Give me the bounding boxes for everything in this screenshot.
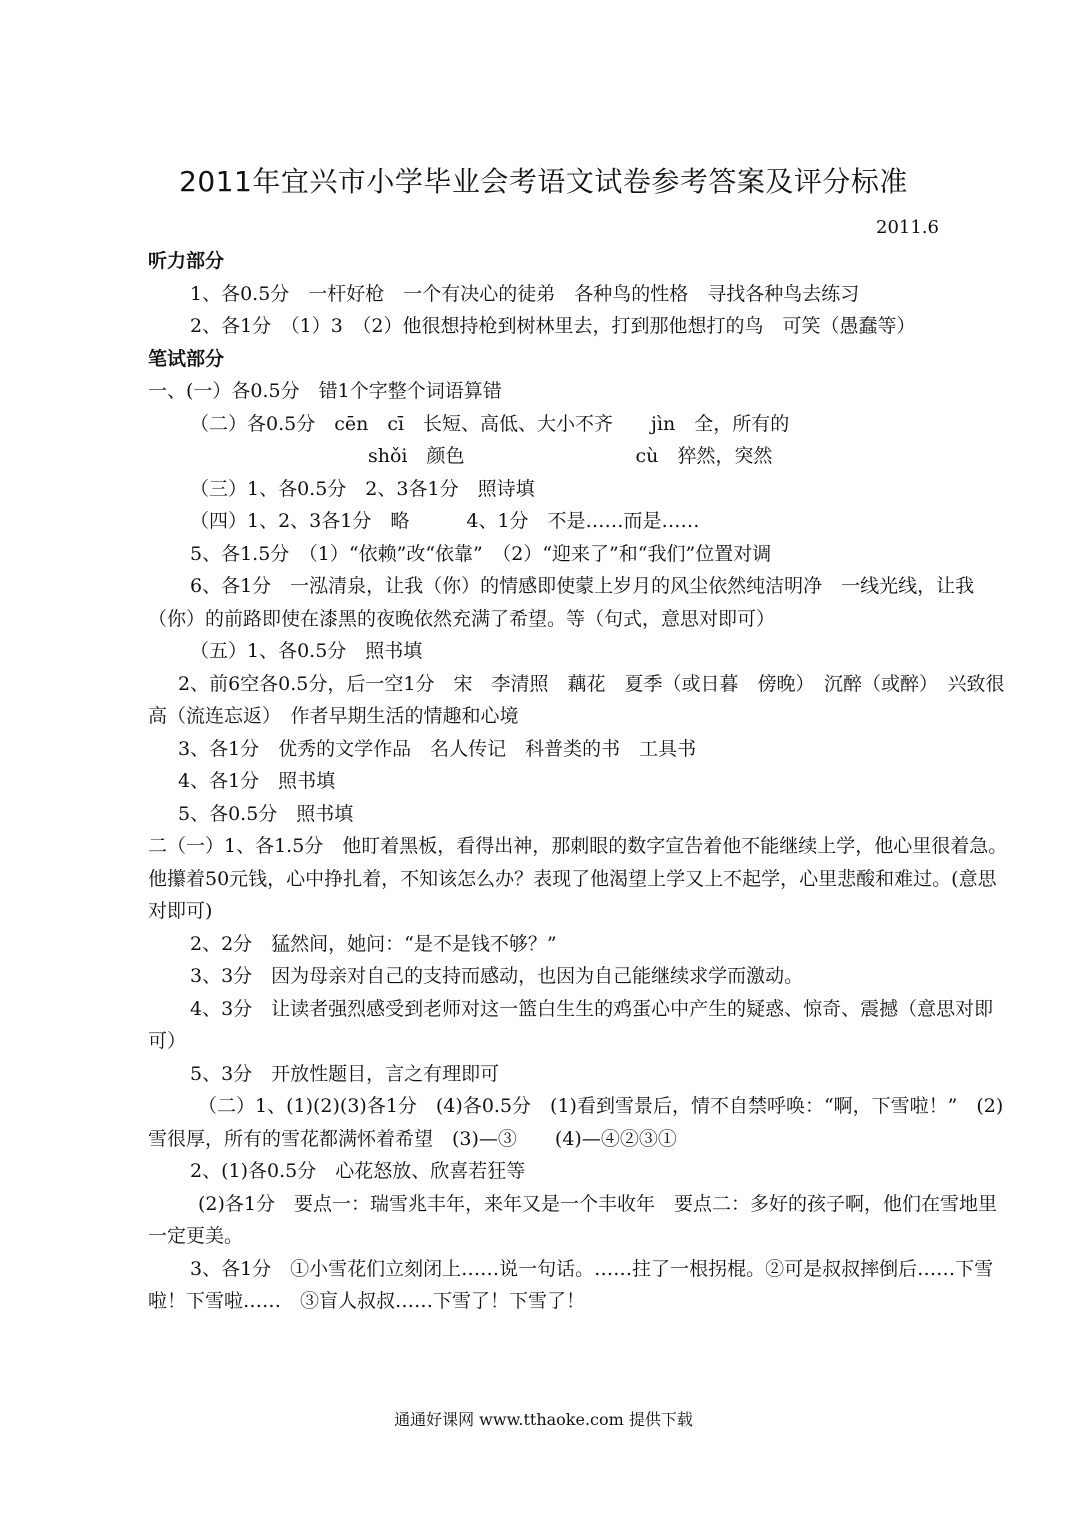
answer-line: 二（一）1、各1.5分 他盯着黑板，看得出神，那刺眼的数字宣告着他不能继续上学，他心里很着急。他攥着50元钱，心中挣扎着，不知该怎么办？表现了他渴望上学又上不起学，心里悲酸和难过。(意思对即可) bbox=[148, 835, 1008, 922]
section-heading-listening: 听力部分 bbox=[148, 250, 225, 272]
answer-line: 4、3分 让读者强烈感受到老师对这一篮白生生的鸡蛋心中产生的疑惑、惊奇、震撼（意思对即可） bbox=[148, 997, 994, 1052]
answer-line: （五）1、各0.5分 照书填 bbox=[190, 640, 423, 662]
answer-line: 3、各1分 ①小雪花们立刻闭上……说一句话。……拄了一根拐棍。②可是叔叔摔倒后……下雪啦！下雪啦…… ③盲人叔叔……下雪了！下雪了！ bbox=[148, 1257, 994, 1312]
answer-line: （二）1、(1)(2)(3)各1分 (4)各0.5分 (1)看到雪景后，情不自禁呼唤：“啊，下雪啦！” (2)雪很厚，所有的雪花都满怀着希望 (3)—③ (4)—④②③① bbox=[148, 1095, 1004, 1150]
answer-line: （二）各0.5分 cēn cī 长短、高低、大小不齐 jìn 全，所有的 bbox=[190, 412, 790, 435]
answer-line: 4、各1分 照书填 bbox=[178, 770, 336, 792]
answer-line: 6、各1分 一泓清泉，让我（你）的情感即使蒙上岁月的风尘依然纯洁明净 一线光线，让我（你）的前路即使在漆黑的夜晚依然充满了希望。等（句式，意思对即可） bbox=[148, 575, 975, 630]
answer-content bbox=[148, 245, 1008, 1318]
page-title: 2011年宜兴市小学毕业会考语文试卷参考答案及评分标准 bbox=[179, 165, 908, 198]
answer-line: 3、各1分 优秀的文学作品 名人传记 科普类的书 工具书 bbox=[178, 737, 697, 760]
answer-line: 一、(一）各0.5分 错1个字整个词语算错 bbox=[148, 380, 502, 402]
document-date: 2011.6 bbox=[876, 217, 939, 238]
answer-line: shǒi 颜色 cù 猝然，突然 bbox=[368, 445, 773, 467]
answer-line: (2)各1分 要点一：瑞雪兆丰年，来年又是一个丰收年 要点二：多好的孩子啊，他们在雪地里一定更美。 bbox=[148, 1192, 998, 1247]
answer-line: 5、各1.5分 （1）“依赖”改“依靠” （2）“迎来了”和“我们”位置对调 bbox=[190, 542, 772, 565]
answer-line: 2、2分 猛然间，她问：“是不是钱不够？” bbox=[190, 932, 557, 955]
answer-line: 2、各1分 （1）3 （2）他很想持枪到树林里去，打到那他想打的鸟 可笑（愚蠢等） bbox=[190, 315, 916, 337]
answer-line: （三）1、各0.5分 2、3各1分 照诗填 bbox=[190, 477, 535, 500]
section-heading-written: 笔试部分 bbox=[148, 347, 225, 370]
answer-line: 5、各0.5分 照书填 bbox=[178, 802, 354, 825]
answer-line: 2、前6空各0.5分，后一空1分 宋 李清照 藕花 夏季（或日暮 傍晚） 沉醉（或醉） 兴致很高（流连忘返） 作者早期生活的情趣和心境 bbox=[148, 672, 1005, 727]
answer-line: （四）1、2、3各1分 略 4、1分 不是……而是…… bbox=[190, 510, 700, 532]
answer-line: 2、(1)各0.5分 心花怒放、欣喜若狂等 bbox=[190, 1160, 526, 1182]
answer-line: 5、3分 开放性题目，言之有理即可 bbox=[190, 1062, 500, 1085]
answer-line: 3、3分 因为母亲对自己的支持而感动，也因为自己能继续求学而激动。 bbox=[190, 965, 804, 987]
footer-credit: 通通好课网 www.tthaoke.com 提供下载 bbox=[394, 1410, 693, 1429]
answer-line: 1、各0.5分 一杆好枪 一个有决心的徒弟 各种鸟的性格 寻找各种鸟去练习 bbox=[190, 282, 860, 305]
